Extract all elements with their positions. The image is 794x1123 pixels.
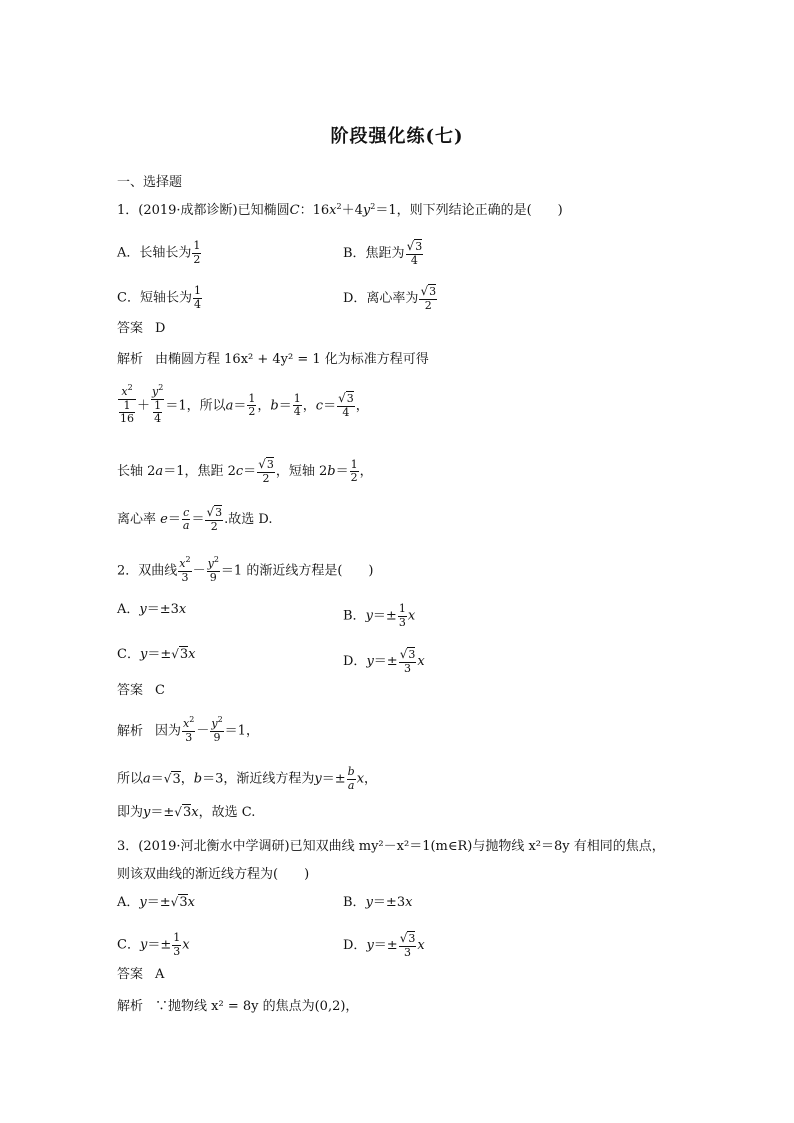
analysis-label: 解析	[117, 352, 144, 367]
focal-text: 焦距	[197, 464, 224, 480]
q1-answer	[117, 322, 165, 335]
eccentricity-text: 离心率	[117, 512, 157, 528]
q1-analysis-line3: 长轴 2a＝1，焦距 2c＝ $\frac{√3}{2}$ ，短轴 2b＝ $\frac{1}{2}$ ，	[117, 457, 373, 485]
fraction: $\frac{y^2}{9}$	[211, 715, 223, 744]
q3-analysis-line1	[117, 1000, 358, 1013]
fraction: $\frac{√3}{2}$	[258, 457, 274, 485]
q2-stem: 2．双曲线 $\frac{x^2}{3}$ － $\frac{y^2}{9}$ ＝1 的渐近线方程是( )	[117, 555, 374, 584]
q1-analysis-line2: $\frac{x^2}{\frac{1}{16}}$ ＋ $\frac{y^2}{\frac{1}{4}}$ ＝1，所以a＝ $\frac{1}{2}$ ，b＝ $\frac{1}{4}$ ，c＝ $\frac{√3}{4}$ ，	[120, 383, 369, 426]
answer-value: A	[155, 967, 165, 982]
fraction: $\frac{√3}{2}$	[420, 284, 437, 312]
q2-analysis-line3: 即为y＝±√3x，故选 C.	[117, 805, 256, 820]
analysis-text: 由椭圆方程 16x² + 4y² = 1 化为标准方程可得	[155, 352, 429, 367]
fraction: $\frac{1}{2}$	[350, 457, 358, 485]
q1-analysis-line4: 离心率 e＝ $\frac{c}{a}$ ＝ $\frac{√3}{2}$ .故选 D.	[117, 505, 273, 533]
analysis-text: ∵抛物线 x² = 8y 的焦点为(0,2)，	[155, 999, 359, 1014]
because-text: 因为	[155, 723, 182, 739]
conclusion-text: 故选 C.	[211, 805, 256, 820]
so-text: 所以	[117, 771, 144, 787]
q3-option-d: D．y＝± $\frac{√3}{3}$ x	[343, 931, 425, 959]
q1-option-c-text: C．短轴长为	[117, 290, 192, 306]
q2-analysis-line2: 所以a＝√3，b＝3，渐近线方程为y＝± $\frac{b}{a}$ x，	[117, 765, 378, 792]
fraction: $\frac{√3}{3}$	[399, 647, 416, 675]
q3-answer	[117, 968, 164, 981]
fraction: $\frac{y^2}{9}$	[207, 555, 219, 584]
q1-analysis-line1	[117, 353, 429, 366]
fraction: $\frac{√3}{2}$	[206, 505, 223, 533]
analysis-label: 解析	[117, 999, 144, 1014]
q3-stem-line1: 3．(2019·河北衡水中学调研)已知双曲线 my²－x²＝1(m∈R)与抛物线 x²＝8y 有相同的焦点，	[117, 839, 665, 854]
fraction: $\frac{1}{3}$	[398, 602, 406, 629]
q2-analysis-line1: 解析 因为 $\frac{x^2}{3}$ － $\frac{y^2}{9}$ ＝1，	[117, 715, 259, 744]
q3-option-c: C．y＝± $\frac{1}{3}$ x	[117, 931, 190, 958]
fraction: $\frac{1}{4}$	[293, 391, 301, 419]
q2-option-b: B．y＝± $\frac{1}{3}$ x	[343, 602, 416, 629]
fraction: $\frac{y^2}{\frac{1}{4}}$	[152, 383, 164, 426]
so-text: 所以	[199, 398, 226, 414]
fraction: $\frac{1}{2}$	[193, 239, 201, 266]
q1-option-a	[117, 240, 202, 266]
analysis-label: 解析	[117, 723, 144, 739]
answer-label: 答案	[117, 683, 144, 698]
q2-answer	[117, 684, 165, 697]
fraction: $\frac{1}{3}$	[173, 931, 181, 958]
page-title: 阶段强化练(七)	[330, 126, 464, 147]
answer-label: 答案	[117, 321, 144, 336]
fraction: $\frac{x^2}{\frac{1}{16}}$	[120, 383, 134, 426]
q1-option-b	[343, 240, 424, 267]
answer-label: 答案	[117, 967, 144, 982]
fraction: $\frac{c}{a}$	[182, 505, 190, 533]
q1-stem-post: ，则下列结论正确的是( )	[396, 203, 563, 218]
fraction: $\frac{√3}{4}$	[338, 391, 354, 420]
q2-option-d: D．y＝± $\frac{√3}{3}$ x	[343, 647, 425, 675]
q1-option-a-text: A．长轴长为	[117, 245, 192, 261]
q2-stem-post: ＝1 的渐近线方程是( )	[220, 563, 374, 579]
answer-value: D	[155, 321, 166, 336]
q1-option-b-text: B．焦距为	[343, 246, 405, 262]
minor-axis-text: 短轴	[288, 464, 315, 480]
fraction: $\frac{1}{4}$	[193, 284, 201, 311]
fraction: $\frac{x^2}{3}$	[179, 555, 191, 584]
q2-option-a: A．y＝±3x	[117, 602, 187, 617]
section-heading: 一、选择题	[117, 175, 183, 190]
fraction: $\frac{√3}{4}$	[406, 239, 423, 267]
q3-option-a: A．y＝±√3x	[117, 895, 195, 910]
q2-option-c: C．y＝±√3x	[117, 647, 196, 662]
fraction: $\frac{√3}{3}$	[399, 931, 416, 959]
fraction: $\frac{x^2}{3}$	[183, 715, 195, 744]
ie-text: 即为	[117, 805, 144, 820]
q3-stem-line2: 则该双曲线的渐近线方程为( )	[117, 867, 310, 882]
q1-option-d-text: D．离心率为	[343, 291, 419, 307]
major-axis-text: 长轴	[117, 464, 144, 480]
q1-stem-pre: 1．(2019·成都诊断)已知椭圆	[117, 203, 290, 218]
q1-option-d	[343, 285, 438, 312]
conclusion-text: 故选 D.	[228, 512, 273, 528]
q2-stem-pre: 2．双曲线	[117, 563, 178, 579]
q1-option-c	[117, 285, 203, 311]
q3-option-b: B．y＝±3x	[343, 895, 413, 910]
fraction: $\frac{1}{2}$	[248, 391, 256, 419]
asymptote-text: 渐近线方程为	[236, 771, 315, 787]
q1-stem: 1．(2019·成都诊断)已知椭圆C：$16x^2+4y^2=1$，则下列结论正确的是( )	[117, 202, 563, 218]
fraction: $\frac{b}{a}$	[347, 765, 355, 792]
answer-value: C	[155, 683, 165, 698]
